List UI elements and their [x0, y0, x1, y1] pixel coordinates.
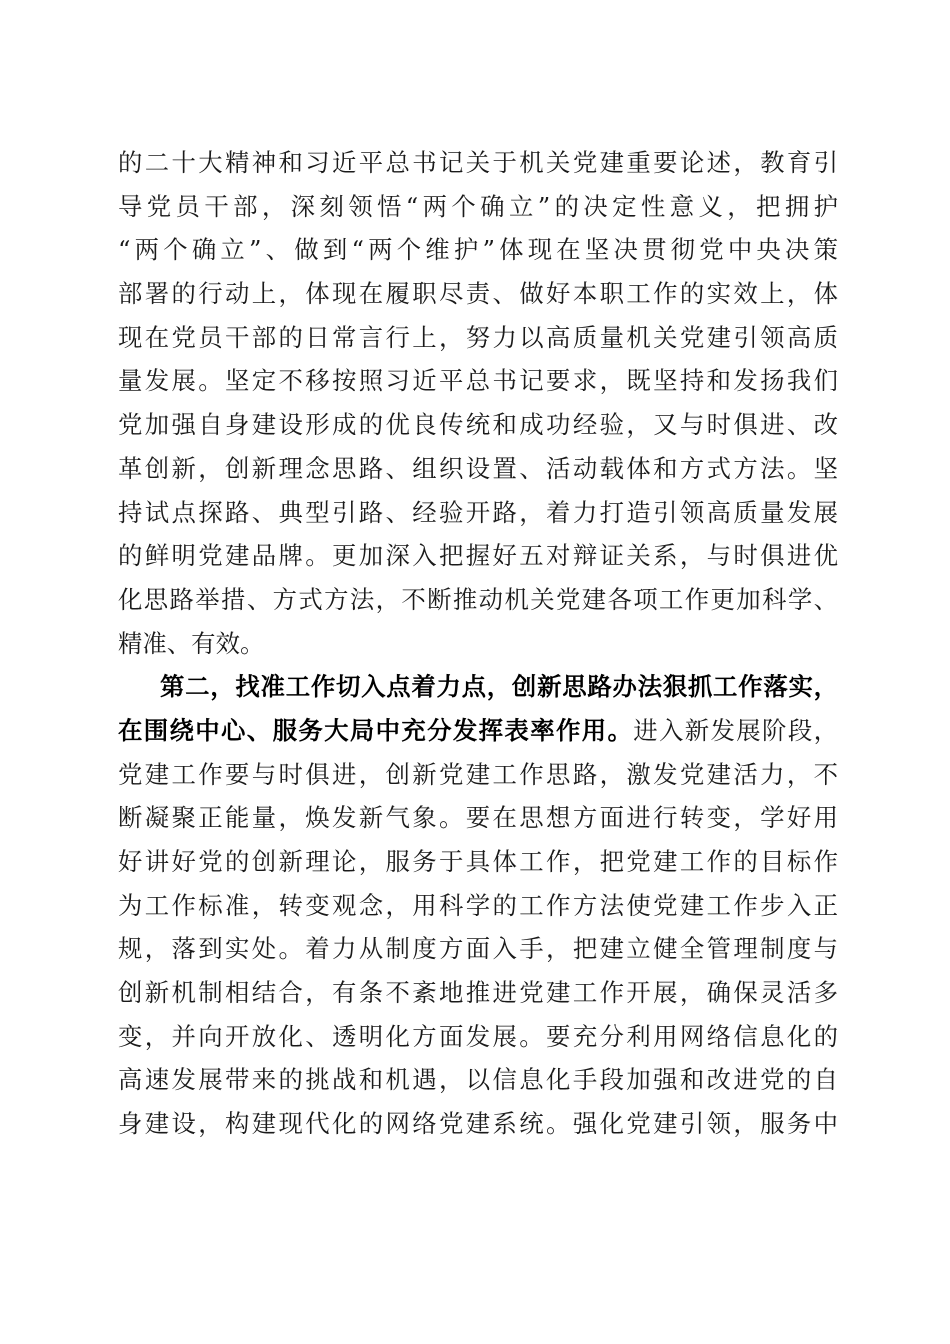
text-line: 持试点探路、典型引路、经验开路，着力打造引领高质量发展 [118, 497, 838, 527]
paragraph-2 [118, 665, 838, 1146]
text-line: 导党员干部，深刻领悟“两个确立”的决定性意义，把拥护 [118, 191, 838, 221]
text-span: 进入新发展阶段， [633, 715, 838, 745]
document-body [118, 141, 838, 1146]
text-line: 为工作标准，转变观念，用科学的工作方法使党建工作步入正 [118, 890, 838, 920]
text-line: 身建设，构建现代化的网络党建系统。强化党建引领，服务中 [118, 1109, 838, 1139]
text-line: 部署的行动上，体现在履职尽责、做好本职工作的实效上，体 [118, 279, 838, 309]
section-heading-tail: 在围绕中心、服务大局中充分发挥表率作用。 [118, 715, 634, 745]
text-line: 的鲜明党建品牌。更加深入把握好五对辩证关系，与时俱进优 [118, 541, 838, 571]
section-heading-line: 第二，找准工作切入点着力点，创新思路办法狠抓工作落实， [160, 672, 838, 702]
paragraph-1 [118, 141, 838, 665]
text-line: 党加强自身建设形成的优良传统和成功经验，又与时俱进、改 [118, 410, 838, 440]
text-line: 好讲好党的创新理论，服务于具体工作，把党建工作的目标作 [118, 847, 838, 876]
text-line: 创新机制相结合，有条不紊地推进党建工作开展，确保灵活多 [118, 978, 838, 1008]
text-line: 断凝聚正能量，焕发新气象。要在思想方面进行转变，学好用 [118, 803, 838, 833]
text-line: 革创新，创新理念思路、组织设置、活动载体和方式方法。坚 [118, 453, 838, 483]
text-line: 变，并向开放化、透明化方面发展。要充分利用网络信息化的 [118, 1021, 838, 1051]
text-line [118, 709, 838, 753]
text-line: 规，落到实处。着力从制度方面入手，把建立健全管理制度与 [118, 934, 838, 964]
text-line: “两个确立”、做到“两个维护”体现在坚决贯彻党中央决策 [118, 235, 838, 265]
text-line: 现在党员干部的日常言行上，努力以高质量机关党建引领高质 [118, 322, 838, 352]
text-line: 量发展。坚定不移按照习近平总书记要求，既坚持和发扬我们 [118, 366, 838, 396]
text-line: 精准、有效。 [118, 628, 265, 658]
text-line: 化思路举措、方式方法，不断推动机关党建各项工作更加科学、 [118, 584, 838, 614]
text-line: 党建工作要与时俱进，创新党建工作思路，激发党建活力，不 [118, 759, 838, 789]
text-line: 的二十大精神和习近平总书记关于机关党建重要论述，教育引 [118, 148, 838, 177]
text-line: 高速发展带来的挑战和机遇，以信息化手段加强和改进党的自 [118, 1065, 838, 1095]
